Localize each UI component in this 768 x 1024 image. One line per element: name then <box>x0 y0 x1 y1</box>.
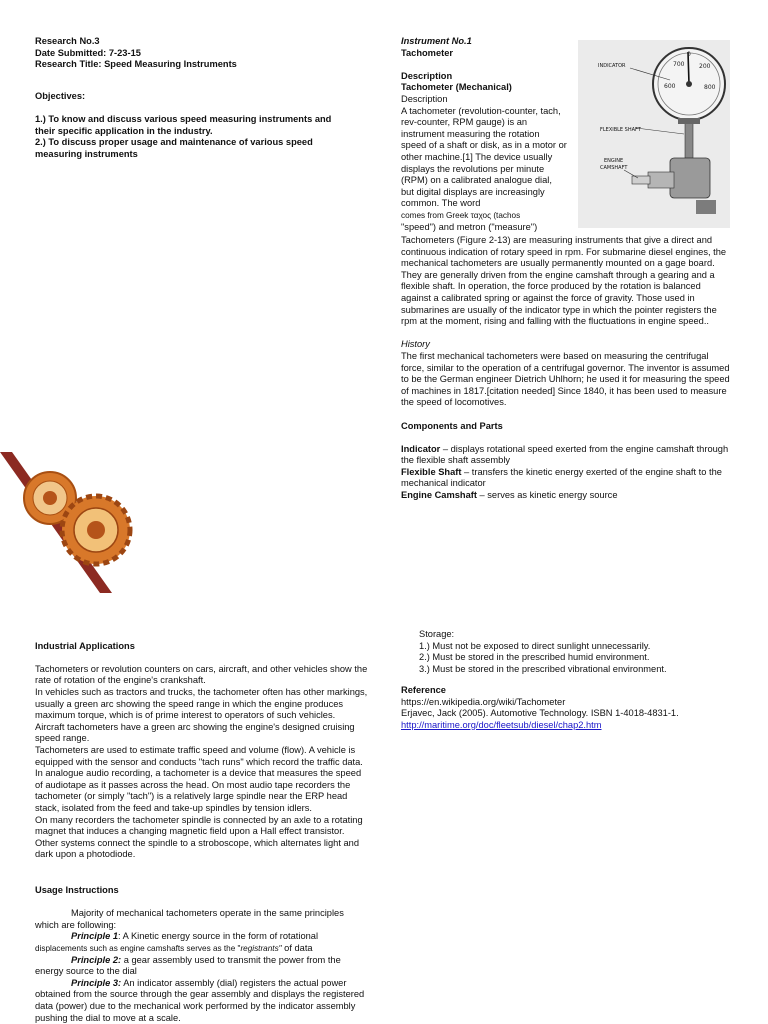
principle-label: Principle 3: <box>71 977 122 988</box>
reference-item: Erjavec, Jack (2005). Automotive Technology. ISBN 1-4018-4831-1. <box>401 708 679 719</box>
principle-3 <box>35 978 369 1024</box>
header <box>35 36 365 71</box>
principle-small-italic: registrants" <box>240 943 282 953</box>
principle-label: Principle 1 <box>71 931 119 942</box>
component-term: Indicator <box>401 443 441 454</box>
instrument-name: Tachometer <box>401 47 454 58</box>
description-text: A tachometer (revolution-counter, tach, rev-counter, RPM gauge) is an instrument measuring the rotation speed of a shaft or disk, as in a motor or other machine.[1] The device usually displays the revolutions per minute (RPM) on a calibrated analogue dial, but digital displays are increasingly common. The word <box>401 105 567 209</box>
principle-small-end: of data <box>281 942 313 953</box>
component-text: – displays rotational speed exerted from the engine camshaft through the flexible shaft assembly <box>401 443 729 466</box>
figure-label-engine: ENGINE <box>604 158 624 164</box>
usage-section <box>35 885 369 1024</box>
dial-label: 800 <box>704 84 716 91</box>
dial-label: 600 <box>664 83 676 90</box>
principle-2 <box>35 955 369 978</box>
dial-label: 200 <box>699 63 711 70</box>
figure-label-indicator: INDICATOR <box>598 63 626 69</box>
instrument-description <box>401 36 567 233</box>
reference-item: https://en.wikipedia.org/wiki/Tachometer <box>401 696 566 707</box>
seal-gear <box>62 496 130 564</box>
storage-item: 1.) Must not be exposed to direct sunlight unnecessarily. <box>419 640 651 651</box>
description-end: "speed") and metron ("measure") <box>401 221 538 232</box>
tachometer-paragraph <box>401 235 733 502</box>
component-item <box>401 467 733 490</box>
component-text: – transfers the kinetic energy exerted of the engine shaft to the mechanical indicator <box>401 466 722 489</box>
objectives-heading: Objectives: <box>35 91 86 101</box>
principle-label: Principle 2: <box>71 954 122 965</box>
history-heading: History <box>401 339 430 350</box>
storage-item: 3.) Must be stored in the prescribed vibrational environment. <box>419 663 667 674</box>
research-title: Research Title: Speed Measuring Instruments <box>35 59 237 70</box>
objectives-section <box>35 91 353 161</box>
instrument-subheading: Tachometer (Mechanical) <box>401 82 512 93</box>
research-number: Research No.3 <box>35 36 100 46</box>
industrial-text: Tachometers or revolution counters on cars, aircraft, and other vehicles show the rate of rotation of the engine's crankshaft. In vehicles such as tractors and trucks, the tachometer often has other markings, usually a green arc showing the speed range in which the engine produces maximum torque, which is of prime interest to operators of such vehicles. Aircraft tachometers have a green arc showing the engine's designed cruising speed range. Tachometers are used to estimate traffic speed and volume (flow). A vehicle is equipped with the sensor and conducts "tach runs" which record the traffic data. In analogue audio recording, a tachometer is a device that measures the speed of audiotape as it passes across the head. On most audio tape recorders the tachometer (or simply "tach") is a relatively large spindle near the ERP head stack, isolated from the feed and take-up spindles by tension idlers. On many recorders the tachometer spindle is connected by an axle to a rotating magnet that induces a changing magnetic field upon a Hall effect transistor. Other systems connect the spindle to a stroboscope, which alternates light and dark upon a photodiode. <box>35 663 368 860</box>
component-text: – serves as kinetic energy source <box>476 490 618 501</box>
component-item <box>401 490 733 502</box>
usage-heading: Usage Instructions <box>35 885 119 895</box>
principle-small: displacements such as engine camshafts serves as the " <box>35 943 241 953</box>
dial-label: 0 <box>687 51 691 58</box>
objective-item: 1.) To know and discuss various speed measuring instruments and their specific application in the industry. <box>35 114 332 136</box>
principle-text: : A Kinetic energy source in the form of rotational <box>118 931 319 942</box>
description-label: Description <box>401 93 448 104</box>
reference-section <box>401 685 735 731</box>
tachometer-text: Tachometers (Figure 2-13) are measuring instruments that give a direct and continuous indication of rotary speed in rpm. For submarine diesel engines, the mechanical tachometers are usually permanently mounted on a gage board. They are generally driven from the engine camshaft through a gearing and a flexible shaft. In operation, the force produced by the rotation is balanced against a calibrated spring or against the force of gravity. Those used in submarines are usually of the indicator type in which the pointer registers the rpm at the moment, rising and falling with the fluctuations in engine speed.. <box>401 235 727 327</box>
storage-section <box>419 629 739 675</box>
history-text: The first mechanical tachometers were based on measuring the centrifugal force, similar to the operation of a centrifugal governor. The inventor is assumed to be the German engineer Dietrich Uhlhorn; he used it for measuring the speed of machines in 1817.[citation needed] Since 1840, it has been used to measure the speed of locomotives. <box>401 350 730 408</box>
university-logo <box>0 452 140 597</box>
principle-text: An indicator assembly (dial) registers the actual power obtained from the source through the gear assembly and displays the registered data (power) due to the mechanical work performed by the indicator assembly pushing the dial to move at a scale. <box>35 977 365 1023</box>
usage-intro: Majority of mechanical tachometers operate in the same principles which are following: <box>35 908 344 930</box>
description-greek: comes from Greek ταχος (tachos <box>401 210 521 220</box>
figure-label-flexible-shaft: FLEXIBLE SHAFT <box>600 127 641 133</box>
dial-label: 700 <box>673 61 685 68</box>
principle-text: a gear assembly used to transmit the power from the energy source to the dial <box>35 954 341 977</box>
principle-1 <box>35 931 369 943</box>
industrial-section <box>35 629 369 872</box>
industrial-heading: Industrial Applications <box>35 640 135 651</box>
component-term: Flexible Shaft <box>401 466 462 477</box>
storage-item: 2.) Must be stored in the prescribed humid environment. <box>419 652 650 663</box>
storage-heading: Storage: <box>419 629 455 639</box>
principle-1-cont <box>35 943 369 955</box>
reference-heading: Reference <box>401 685 446 695</box>
component-item <box>401 444 733 467</box>
figure-label-camshaft: CAMSHAFT <box>600 165 628 171</box>
tachometer-figure <box>578 40 730 228</box>
date-submitted: Date Submitted: 7-23-15 <box>35 47 141 58</box>
components-heading: Components and Parts <box>401 420 503 431</box>
component-term: Engine Camshaft <box>401 490 477 501</box>
tachometer-illustration <box>578 40 730 228</box>
description-heading: Description <box>401 70 453 81</box>
objective-item: 2.) To discuss proper usage and maintenance of various speed measuring instruments <box>35 137 313 159</box>
instrument-number: Instrument No.1 <box>401 36 472 46</box>
reference-link[interactable]: http://maritime.org/doc/fleetsub/diesel/chap2.htm <box>401 719 602 730</box>
